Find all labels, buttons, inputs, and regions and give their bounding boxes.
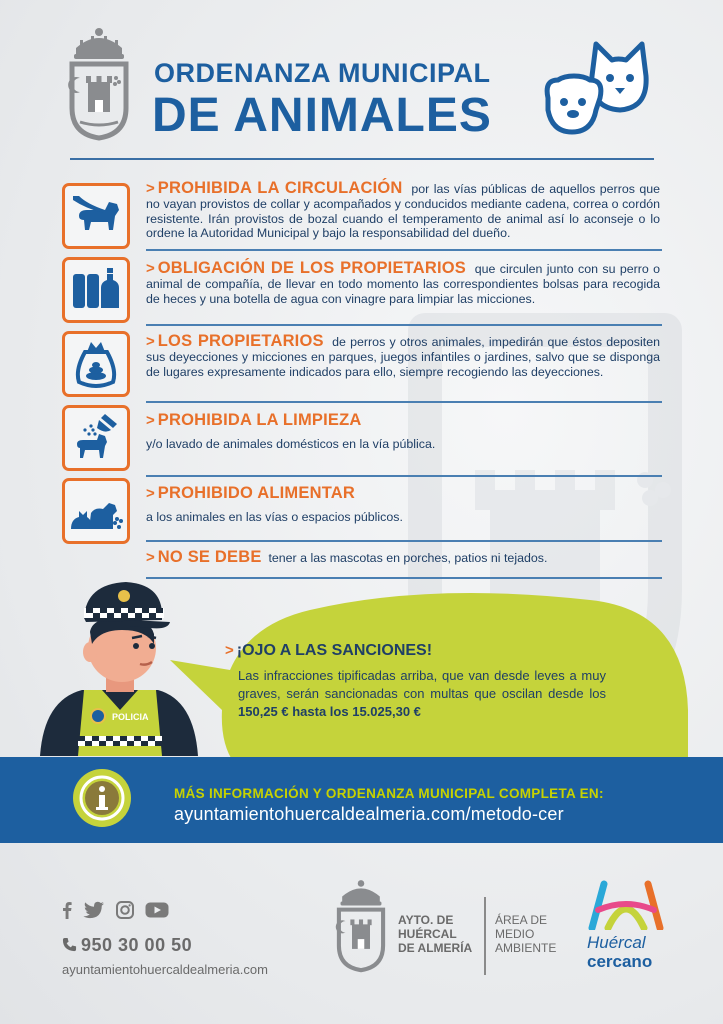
rule-title: NO SE DEBE [157, 548, 262, 566]
header-divider [70, 158, 654, 160]
social-icons [62, 901, 169, 924]
youtube-icon[interactable] [145, 901, 169, 924]
sanctions-text: Las infracciones tipificadas arriba, que van desde leves a muy graves, serán sancionadas con multas que oscilan desde los 150,25 € hasta los 15.025,30 € [238, 668, 606, 719]
website-link[interactable]: ayuntamientohuercaldealmeria.com [62, 962, 268, 977]
amount-from: 150,25 € [238, 704, 289, 719]
title-line-1: ORDENANZA MUNICIPAL [154, 58, 491, 88]
rule-text [146, 181, 660, 241]
rule-title: OBLIGACIÓN DE LOS PROPIETARIOS [157, 259, 466, 277]
poop-bag-icon [62, 331, 130, 397]
rule-body: por las vías públicas de aquellos perros que no vayan provistos de collar y acompañados y conducidos mediante cadena, correa o cordón resistente. Irán provistos de bozal cuando el temperamento de animal así lo aconseje o lo ordene la Autoridad Municipal y bajo la responsabilidad del dueño. [146, 182, 660, 241]
bag-bottle-icon [62, 257, 130, 323]
rule-divider [146, 324, 662, 326]
chevron-right-icon: > [146, 260, 155, 277]
rule-title: PROHIBIDA LA CIRCULACIÓN [157, 179, 403, 197]
huercal-cercano-logo [588, 880, 664, 930]
dog-cat-icon [540, 36, 652, 136]
phone-icon [62, 937, 77, 952]
dog-leash-icon [62, 183, 130, 249]
info-heading: MÁS INFORMACIÓN Y ORDENANZA MUNICIPAL COMPLETA EN: [174, 786, 604, 801]
rule-divider [146, 577, 662, 579]
dog-shower-icon [62, 405, 130, 471]
chevron-right-icon: > [146, 412, 155, 429]
rule-divider [146, 249, 662, 251]
footer-divider [484, 897, 486, 975]
info-url-link[interactable]: ayuntamientohuercaldealmeria.com/metodo-cer [174, 804, 564, 824]
rule-text [146, 486, 660, 525]
amount-separator: hasta los [292, 704, 349, 719]
police-officer-illustration [30, 578, 210, 756]
rule-text [146, 261, 660, 306]
rule-body: de perros y otros animales, impedirán que éstos depositen sus deyecciones y micciones en parques, juegos infantiles o jardines, salvo que se disponga de lugares expresamente indicados para ello, siempre recogiendo las deyecciones. [146, 335, 660, 379]
municipal-crest-logo [66, 26, 132, 142]
brand-name-line2: cercano [587, 952, 653, 971]
rule-title: PROHIBIDA LA LIMPIEZA [157, 411, 362, 429]
chevron-right-icon: > [146, 180, 155, 197]
rule-divider [146, 475, 662, 477]
rule-divider [146, 401, 662, 403]
feeding-animals-icon [62, 478, 130, 544]
facebook-icon[interactable] [62, 901, 72, 924]
rule-text [146, 413, 660, 452]
chevron-right-icon: > [146, 549, 155, 566]
rule-title: LOS PROPIETARIOS [157, 332, 324, 350]
twitter-icon[interactable] [83, 901, 105, 924]
brand-name-line1: Huércal [587, 933, 646, 952]
rule-body: y/o lavado de animales domésticos en la vía pública. [146, 436, 436, 451]
ayuntamiento-name: AYTO. DE HUÉRCAL DE ALMERÍA [398, 913, 473, 955]
rule-title: PROHIBIDO ALIMENTAR [157, 484, 355, 502]
rule-body: a los animales en las vías o espacios públicos. [146, 509, 403, 524]
rule-text [146, 334, 660, 379]
sanctions-title: > ¡OJO A LAS SANCIONES! [225, 642, 433, 659]
instagram-icon[interactable] [116, 901, 134, 924]
area-name: ÁREA DE MEDIO AMBIENTE [495, 913, 557, 955]
title-line-2: DE ANIMALES [152, 89, 492, 142]
rule-text [146, 550, 660, 566]
amount-to: 15.025,30 € [352, 704, 421, 719]
chevron-right-icon: > [146, 333, 155, 350]
municipal-crest-logo [334, 874, 388, 978]
info-icon [72, 768, 132, 828]
police-vest-label: POLICIA [112, 712, 149, 722]
chevron-right-icon: > [225, 642, 234, 659]
chevron-right-icon: > [146, 485, 155, 502]
phone-number: 950 30 00 50 [62, 935, 192, 956]
rule-divider [146, 540, 662, 542]
rule-body: que circulen junto con su perro o animal de compañía, de llevar en todo momento las correspondientes bolsas para recogida de heces y una botella de agua con vinagre para limpiar las micciones. [146, 262, 660, 306]
rule-body: tener a las mascotas en porches, patios ni tejados. [268, 551, 548, 565]
